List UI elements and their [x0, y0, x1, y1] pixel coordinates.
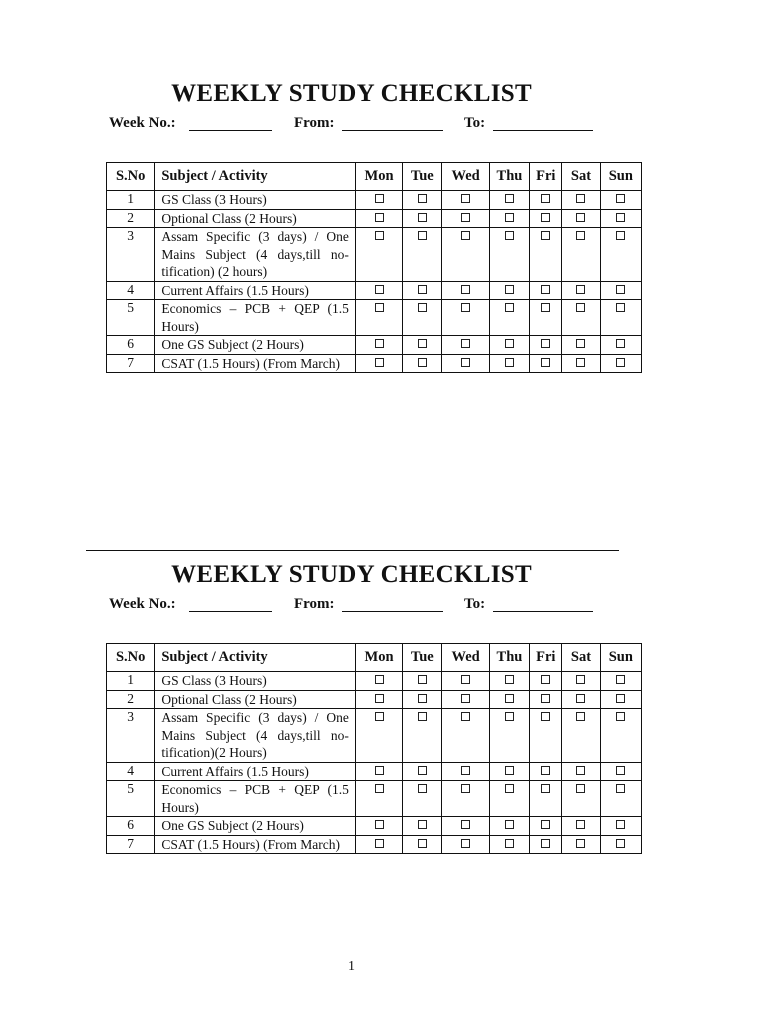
checkbox-fri[interactable] — [541, 784, 550, 793]
cell-sat — [562, 672, 600, 691]
cell-fri — [530, 354, 562, 373]
row-number: 1 — [107, 672, 155, 691]
cell-sat — [562, 191, 600, 210]
cell-wed — [442, 709, 489, 763]
col-header-fri: Fri — [530, 163, 562, 191]
checkbox-thu[interactable] — [505, 339, 514, 348]
table-row — [107, 781, 642, 817]
cell-sat — [562, 835, 600, 854]
checkbox-sat[interactable] — [576, 339, 585, 348]
checkbox-sun[interactable] — [616, 694, 625, 703]
checkbox-fri[interactable] — [541, 231, 550, 240]
cell-thu — [489, 672, 529, 691]
subject-activity: CSAT (1.5 Hours) (From March) — [155, 835, 355, 854]
checkbox-wed[interactable] — [461, 303, 470, 312]
cell-thu — [489, 209, 529, 228]
week-no-label: Week No.: — [109, 115, 176, 131]
cell-mon — [355, 690, 402, 709]
table-row — [107, 354, 642, 373]
checkbox-thu[interactable] — [505, 839, 514, 848]
cell-tue — [403, 354, 442, 373]
cell-mon — [355, 672, 402, 691]
subject-activity: Current Affairs (1.5 Hours) — [155, 281, 355, 300]
table-row — [107, 281, 642, 300]
cell-fri — [530, 690, 562, 709]
checkbox-sun[interactable] — [616, 839, 625, 848]
cell-sun — [600, 835, 641, 854]
checkbox-sat[interactable] — [576, 820, 585, 829]
cell-mon — [355, 781, 402, 817]
checkbox-wed[interactable] — [461, 194, 470, 203]
cell-tue — [403, 281, 442, 300]
table-row — [107, 835, 642, 854]
cell-sat — [562, 690, 600, 709]
checkbox-sat[interactable] — [576, 675, 585, 684]
checkbox-thu[interactable] — [505, 694, 514, 703]
cell-wed — [442, 817, 489, 836]
cell-mon — [355, 817, 402, 836]
col-header-tue: Tue — [403, 644, 442, 672]
row-number: 5 — [107, 781, 155, 817]
cell-fri — [530, 336, 562, 355]
row-number: 3 — [107, 228, 155, 282]
cell-sun — [600, 281, 641, 300]
subject-activity: Optional Class (2 Hours) — [155, 209, 355, 228]
cell-fri — [530, 835, 562, 854]
checkbox-sat[interactable] — [576, 712, 585, 721]
cell-wed — [442, 300, 489, 336]
checkbox-thu[interactable] — [505, 213, 514, 222]
cell-thu — [489, 191, 529, 210]
cell-fri — [530, 672, 562, 691]
cell-mon — [355, 209, 402, 228]
subject-activity: One GS Subject (2 Hours) — [155, 336, 355, 355]
cell-wed — [442, 672, 489, 691]
cell-sat — [562, 709, 600, 763]
from-label: From: — [294, 596, 335, 612]
checkbox-fri[interactable] — [541, 766, 550, 775]
checkbox-sat[interactable] — [576, 231, 585, 240]
cell-fri — [530, 781, 562, 817]
subject-activity: Economics – PCB + QEP (1.5 Hours) — [155, 300, 355, 336]
cell-sat — [562, 300, 600, 336]
sheet-separator — [86, 550, 619, 551]
table-row — [107, 709, 642, 763]
checkbox-thu[interactable] — [505, 784, 514, 793]
table-row — [107, 228, 642, 282]
checkbox-mon[interactable] — [375, 766, 384, 775]
checkbox-thu[interactable] — [505, 675, 514, 684]
cell-thu — [489, 300, 529, 336]
cell-thu — [489, 835, 529, 854]
checkbox-tue[interactable] — [418, 820, 427, 829]
cell-mon — [355, 835, 402, 854]
checkbox-mon[interactable] — [375, 303, 384, 312]
table-row — [107, 817, 642, 836]
cell-wed — [442, 762, 489, 781]
cell-tue — [403, 228, 442, 282]
cell-mon — [355, 709, 402, 763]
cell-mon — [355, 281, 402, 300]
checkbox-tue[interactable] — [418, 194, 427, 203]
checkbox-wed[interactable] — [461, 766, 470, 775]
col-header-tue: Tue — [403, 163, 442, 191]
col-header-thu: Thu — [489, 644, 529, 672]
checklist-table — [106, 643, 642, 854]
checkbox-tue[interactable] — [418, 231, 427, 240]
checkbox-mon[interactable] — [375, 712, 384, 721]
to-label: To: — [464, 115, 486, 131]
checkbox-fri[interactable] — [541, 675, 550, 684]
cell-wed — [442, 781, 489, 817]
row-number: 5 — [107, 300, 155, 336]
checkbox-sat[interactable] — [576, 285, 585, 294]
cell-wed — [442, 354, 489, 373]
table-row — [107, 690, 642, 709]
checkbox-fri[interactable] — [541, 194, 550, 203]
cell-tue — [403, 690, 442, 709]
subject-activity: GS Class (3 Hours) — [155, 191, 355, 210]
row-number: 1 — [107, 191, 155, 210]
cell-sat — [562, 817, 600, 836]
checkbox-thu[interactable] — [505, 820, 514, 829]
col-header-wed: Wed — [442, 644, 489, 672]
subject-activity: Optional Class (2 Hours) — [155, 690, 355, 709]
subject-activity: CSAT (1.5 Hours) (From March) — [155, 354, 355, 373]
cell-thu — [489, 690, 529, 709]
page-number: 1 — [348, 959, 355, 974]
checkbox-fri[interactable] — [541, 820, 550, 829]
checkbox-mon[interactable] — [375, 675, 384, 684]
checkbox-sat[interactable] — [576, 358, 585, 367]
checkbox-tue[interactable] — [418, 285, 427, 294]
checkbox-mon[interactable] — [375, 213, 384, 222]
cell-mon — [355, 336, 402, 355]
cell-wed — [442, 209, 489, 228]
cell-tue — [403, 709, 442, 763]
subject-activity: GS Class (3 Hours) — [155, 672, 355, 691]
cell-sun — [600, 191, 641, 210]
cell-sun — [600, 300, 641, 336]
col-header-thu: Thu — [489, 163, 529, 191]
cell-sun — [600, 354, 641, 373]
checkbox-sun[interactable] — [616, 675, 625, 684]
cell-fri — [530, 709, 562, 763]
checkbox-wed[interactable] — [461, 358, 470, 367]
cell-sat — [562, 781, 600, 817]
cell-thu — [489, 781, 529, 817]
checkbox-sat[interactable] — [576, 839, 585, 848]
table-row — [107, 762, 642, 781]
checkbox-sun[interactable] — [616, 285, 625, 294]
cell-sun — [600, 781, 641, 817]
checkbox-mon[interactable] — [375, 820, 384, 829]
subject-activity: Assam Specific (3 days) / One Mains Subject (4 days,till no-tification) (2 hours) — [155, 228, 355, 282]
sheet-title: WEEKLY STUDY CHECKLIST — [171, 80, 532, 107]
table-row — [107, 336, 642, 355]
col-header-subject: Subject / Activity — [155, 163, 355, 191]
checkbox-mon[interactable] — [375, 339, 384, 348]
to-label: To: — [464, 596, 486, 612]
checkbox-tue[interactable] — [418, 358, 427, 367]
cell-fri — [530, 300, 562, 336]
cell-mon — [355, 228, 402, 282]
checkbox-wed[interactable] — [461, 784, 470, 793]
col-header-sno: S.No — [107, 644, 155, 672]
cell-sun — [600, 709, 641, 763]
cell-fri — [530, 228, 562, 282]
cell-wed — [442, 690, 489, 709]
row-number: 3 — [107, 709, 155, 763]
cell-tue — [403, 835, 442, 854]
checkbox-fri[interactable] — [541, 712, 550, 721]
subject-activity: Economics – PCB + QEP (1.5 Hours) — [155, 781, 355, 817]
cell-sun — [600, 690, 641, 709]
checkbox-sun[interactable] — [616, 213, 625, 222]
checkbox-mon[interactable] — [375, 231, 384, 240]
checkbox-wed[interactable] — [461, 231, 470, 240]
cell-tue — [403, 191, 442, 210]
header-row — [107, 644, 642, 672]
checkbox-fri[interactable] — [541, 213, 550, 222]
checkbox-tue[interactable] — [418, 784, 427, 793]
cell-thu — [489, 354, 529, 373]
checkbox-mon[interactable] — [375, 358, 384, 367]
cell-sat — [562, 209, 600, 228]
row-number: 2 — [107, 209, 155, 228]
checkbox-wed[interactable] — [461, 339, 470, 348]
from-date-blank[interactable] — [342, 611, 443, 612]
checkbox-tue[interactable] — [418, 339, 427, 348]
cell-wed — [442, 336, 489, 355]
checkbox-thu[interactable] — [505, 358, 514, 367]
checkbox-fri[interactable] — [541, 303, 550, 312]
checkbox-wed[interactable] — [461, 675, 470, 684]
table-row — [107, 672, 642, 691]
checklist-table — [106, 162, 642, 373]
checkbox-mon[interactable] — [375, 839, 384, 848]
checkbox-mon[interactable] — [375, 694, 384, 703]
col-header-sun: Sun — [600, 163, 641, 191]
cell-tue — [403, 336, 442, 355]
checkbox-wed[interactable] — [461, 839, 470, 848]
to-date-blank[interactable] — [493, 611, 593, 612]
cell-tue — [403, 781, 442, 817]
table-row — [107, 300, 642, 336]
cell-thu — [489, 228, 529, 282]
checkbox-mon[interactable] — [375, 285, 384, 294]
cell-fri — [530, 281, 562, 300]
cell-wed — [442, 191, 489, 210]
row-number: 4 — [107, 281, 155, 300]
cell-tue — [403, 762, 442, 781]
checkbox-sun[interactable] — [616, 820, 625, 829]
week-no-blank[interactable] — [189, 130, 272, 131]
cell-sat — [562, 354, 600, 373]
cell-tue — [403, 817, 442, 836]
checkbox-fri[interactable] — [541, 839, 550, 848]
col-header-sun: Sun — [600, 644, 641, 672]
checkbox-fri[interactable] — [541, 285, 550, 294]
from-label: From: — [294, 115, 335, 131]
cell-fri — [530, 762, 562, 781]
cell-tue — [403, 209, 442, 228]
checkbox-sat[interactable] — [576, 694, 585, 703]
checkbox-mon[interactable] — [375, 784, 384, 793]
checkbox-sun[interactable] — [616, 784, 625, 793]
checkbox-sat[interactable] — [576, 194, 585, 203]
cell-thu — [489, 281, 529, 300]
row-number: 4 — [107, 762, 155, 781]
row-number: 7 — [107, 835, 155, 854]
checkbox-tue[interactable] — [418, 712, 427, 721]
week-no-label: Week No.: — [109, 596, 176, 612]
row-number: 6 — [107, 817, 155, 836]
table-row — [107, 191, 642, 210]
checklist-body — [107, 672, 642, 854]
to-date-blank[interactable] — [493, 130, 593, 131]
checkbox-sun[interactable] — [616, 766, 625, 775]
cell-tue — [403, 300, 442, 336]
checkbox-wed[interactable] — [461, 213, 470, 222]
checkbox-sat[interactable] — [576, 784, 585, 793]
cell-wed — [442, 835, 489, 854]
checkbox-thu[interactable] — [505, 285, 514, 294]
cell-sun — [600, 209, 641, 228]
col-header-sat: Sat — [562, 644, 600, 672]
checkbox-tue[interactable] — [418, 213, 427, 222]
cell-wed — [442, 281, 489, 300]
sheet-title: WEEKLY STUDY CHECKLIST — [171, 561, 532, 588]
cell-thu — [489, 762, 529, 781]
checkbox-wed[interactable] — [461, 285, 470, 294]
checkbox-sun[interactable] — [616, 231, 625, 240]
cell-sun — [600, 336, 641, 355]
checkbox-thu[interactable] — [505, 712, 514, 721]
checklist-body — [107, 191, 642, 373]
header-row — [107, 163, 642, 191]
cell-fri — [530, 817, 562, 836]
checkbox-tue[interactable] — [418, 839, 427, 848]
checkbox-fri[interactable] — [541, 358, 550, 367]
col-header-mon: Mon — [355, 644, 402, 672]
cell-sat — [562, 281, 600, 300]
cell-thu — [489, 817, 529, 836]
cell-mon — [355, 191, 402, 210]
col-header-subject: Subject / Activity — [155, 644, 355, 672]
cell-fri — [530, 209, 562, 228]
cell-sun — [600, 762, 641, 781]
checkbox-wed[interactable] — [461, 820, 470, 829]
checkbox-sat[interactable] — [576, 766, 585, 775]
checkbox-tue[interactable] — [418, 303, 427, 312]
checkbox-tue[interactable] — [418, 766, 427, 775]
cell-sun — [600, 817, 641, 836]
table-row — [107, 209, 642, 228]
col-header-wed: Wed — [442, 163, 489, 191]
col-header-fri: Fri — [530, 644, 562, 672]
from-date-blank[interactable] — [342, 130, 443, 131]
subject-activity: Current Affairs (1.5 Hours) — [155, 762, 355, 781]
cell-thu — [489, 336, 529, 355]
checkbox-wed[interactable] — [461, 694, 470, 703]
checkbox-fri[interactable] — [541, 339, 550, 348]
col-header-mon: Mon — [355, 163, 402, 191]
checkbox-sat[interactable] — [576, 213, 585, 222]
checkbox-sun[interactable] — [616, 358, 625, 367]
subject-activity: One GS Subject (2 Hours) — [155, 817, 355, 836]
checkbox-sat[interactable] — [576, 303, 585, 312]
cell-fri — [530, 191, 562, 210]
cell-sun — [600, 672, 641, 691]
checkbox-tue[interactable] — [418, 694, 427, 703]
cell-sun — [600, 228, 641, 282]
col-header-sno: S.No — [107, 163, 155, 191]
checkbox-fri[interactable] — [541, 694, 550, 703]
cell-sat — [562, 228, 600, 282]
week-no-blank[interactable] — [189, 611, 272, 612]
checkbox-tue[interactable] — [418, 675, 427, 684]
checkbox-sun[interactable] — [616, 339, 625, 348]
cell-sat — [562, 762, 600, 781]
checkbox-sun[interactable] — [616, 712, 625, 721]
checkbox-wed[interactable] — [461, 712, 470, 721]
checkbox-sun[interactable] — [616, 303, 625, 312]
cell-sat — [562, 336, 600, 355]
checkbox-thu[interactable] — [505, 766, 514, 775]
checkbox-thu[interactable] — [505, 231, 514, 240]
checkbox-sun[interactable] — [616, 194, 625, 203]
checkbox-mon[interactable] — [375, 194, 384, 203]
cell-mon — [355, 300, 402, 336]
row-number: 6 — [107, 336, 155, 355]
cell-wed — [442, 228, 489, 282]
row-number: 2 — [107, 690, 155, 709]
cell-mon — [355, 354, 402, 373]
cell-thu — [489, 709, 529, 763]
cell-tue — [403, 672, 442, 691]
checkbox-thu[interactable] — [505, 303, 514, 312]
cell-mon — [355, 762, 402, 781]
col-header-sat: Sat — [562, 163, 600, 191]
subject-activity: Assam Specific (3 days) / One Mains Subject (4 days,till no-tification)(2 Hours) — [155, 709, 355, 763]
row-number: 7 — [107, 354, 155, 373]
checkbox-thu[interactable] — [505, 194, 514, 203]
